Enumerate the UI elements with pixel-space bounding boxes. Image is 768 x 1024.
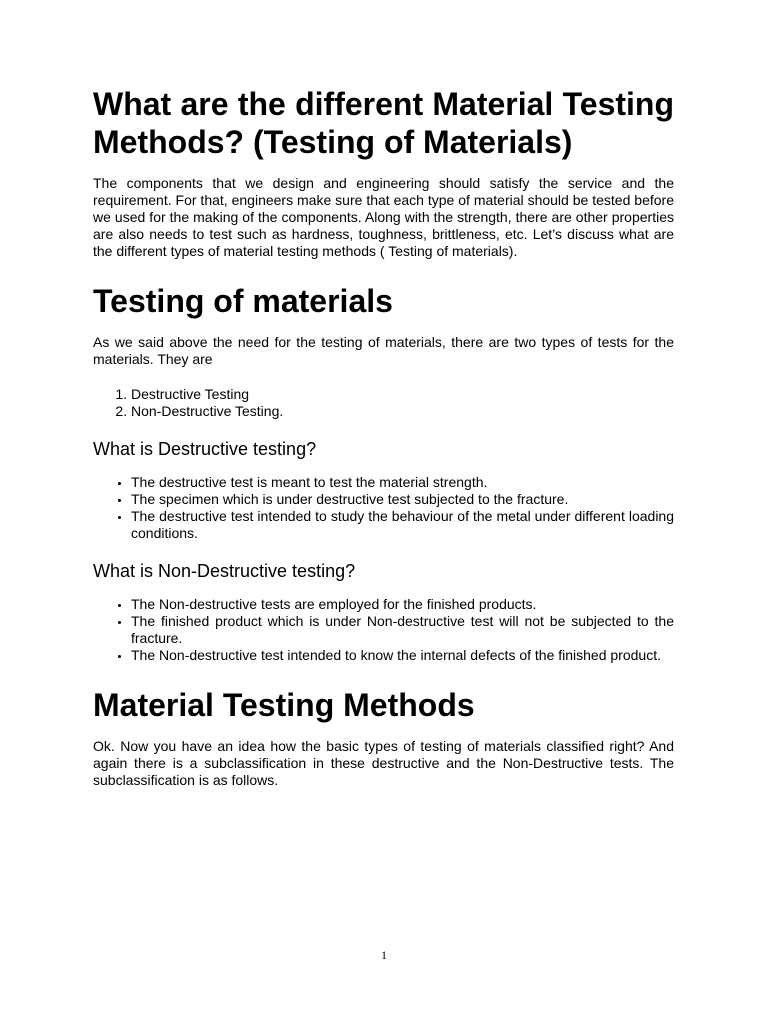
intro-paragraph: The components that we design and engineering should satisfy the service and the requirement. For that, engineers make sure that each type of material should be tested before we used for the making of the components. Along with the strength, there are other properties are also needs to test such as hardness, toughness, brittleness, etc. Let’s discuss what are the different types of material testing methods ( Testing of materials).	[93, 175, 674, 259]
list-item: • The destructive test is meant to test the material strength.	[131, 474, 674, 491]
list-item: 1. Destructive Testing	[131, 386, 674, 403]
list-item: • The specimen which is under destructive test subjected to the fracture.	[131, 491, 674, 508]
destructive-list	[93, 474, 674, 542]
material-testing-methods-heading: Material Testing Methods	[93, 687, 475, 723]
destructive-testing-heading: What is Destructive testing?	[93, 439, 317, 459]
list-item: • The Non-destructive test intended to know the internal defects of the finished product.	[131, 647, 674, 664]
list-item: • The Non-destructive tests are employed for the finished products.	[131, 596, 674, 613]
list-item: • The destructive test intended to study the behaviour of the metal under different loading conditions.	[131, 508, 674, 542]
testing-of-materials-heading: Testing of materials	[93, 283, 393, 319]
non-destructive-list	[93, 596, 674, 664]
testing-paragraph: As we said above the need for the testing of materials, there are two types of tests for the materials. They are	[93, 334, 674, 367]
list-item: • The finished product which is under Non-destructive test will not be subjected to the fracture.	[131, 613, 674, 647]
page-number: 1	[381, 948, 387, 962]
non-destructive-testing-heading: What is Non-Destructive testing?	[93, 561, 356, 581]
page-title: What are the different Material Testing Methods? (Testing of Materials)	[93, 86, 674, 160]
list-item: 2. Non-Destructive Testing.	[131, 403, 674, 420]
methods-paragraph: Ok. Now you have an idea how the basic types of testing of materials classified right? And again there is a subclassification in these destructive and the Non-Destructive tests. The subclassification is as follows.	[93, 738, 674, 788]
test-types-list	[93, 386, 674, 420]
